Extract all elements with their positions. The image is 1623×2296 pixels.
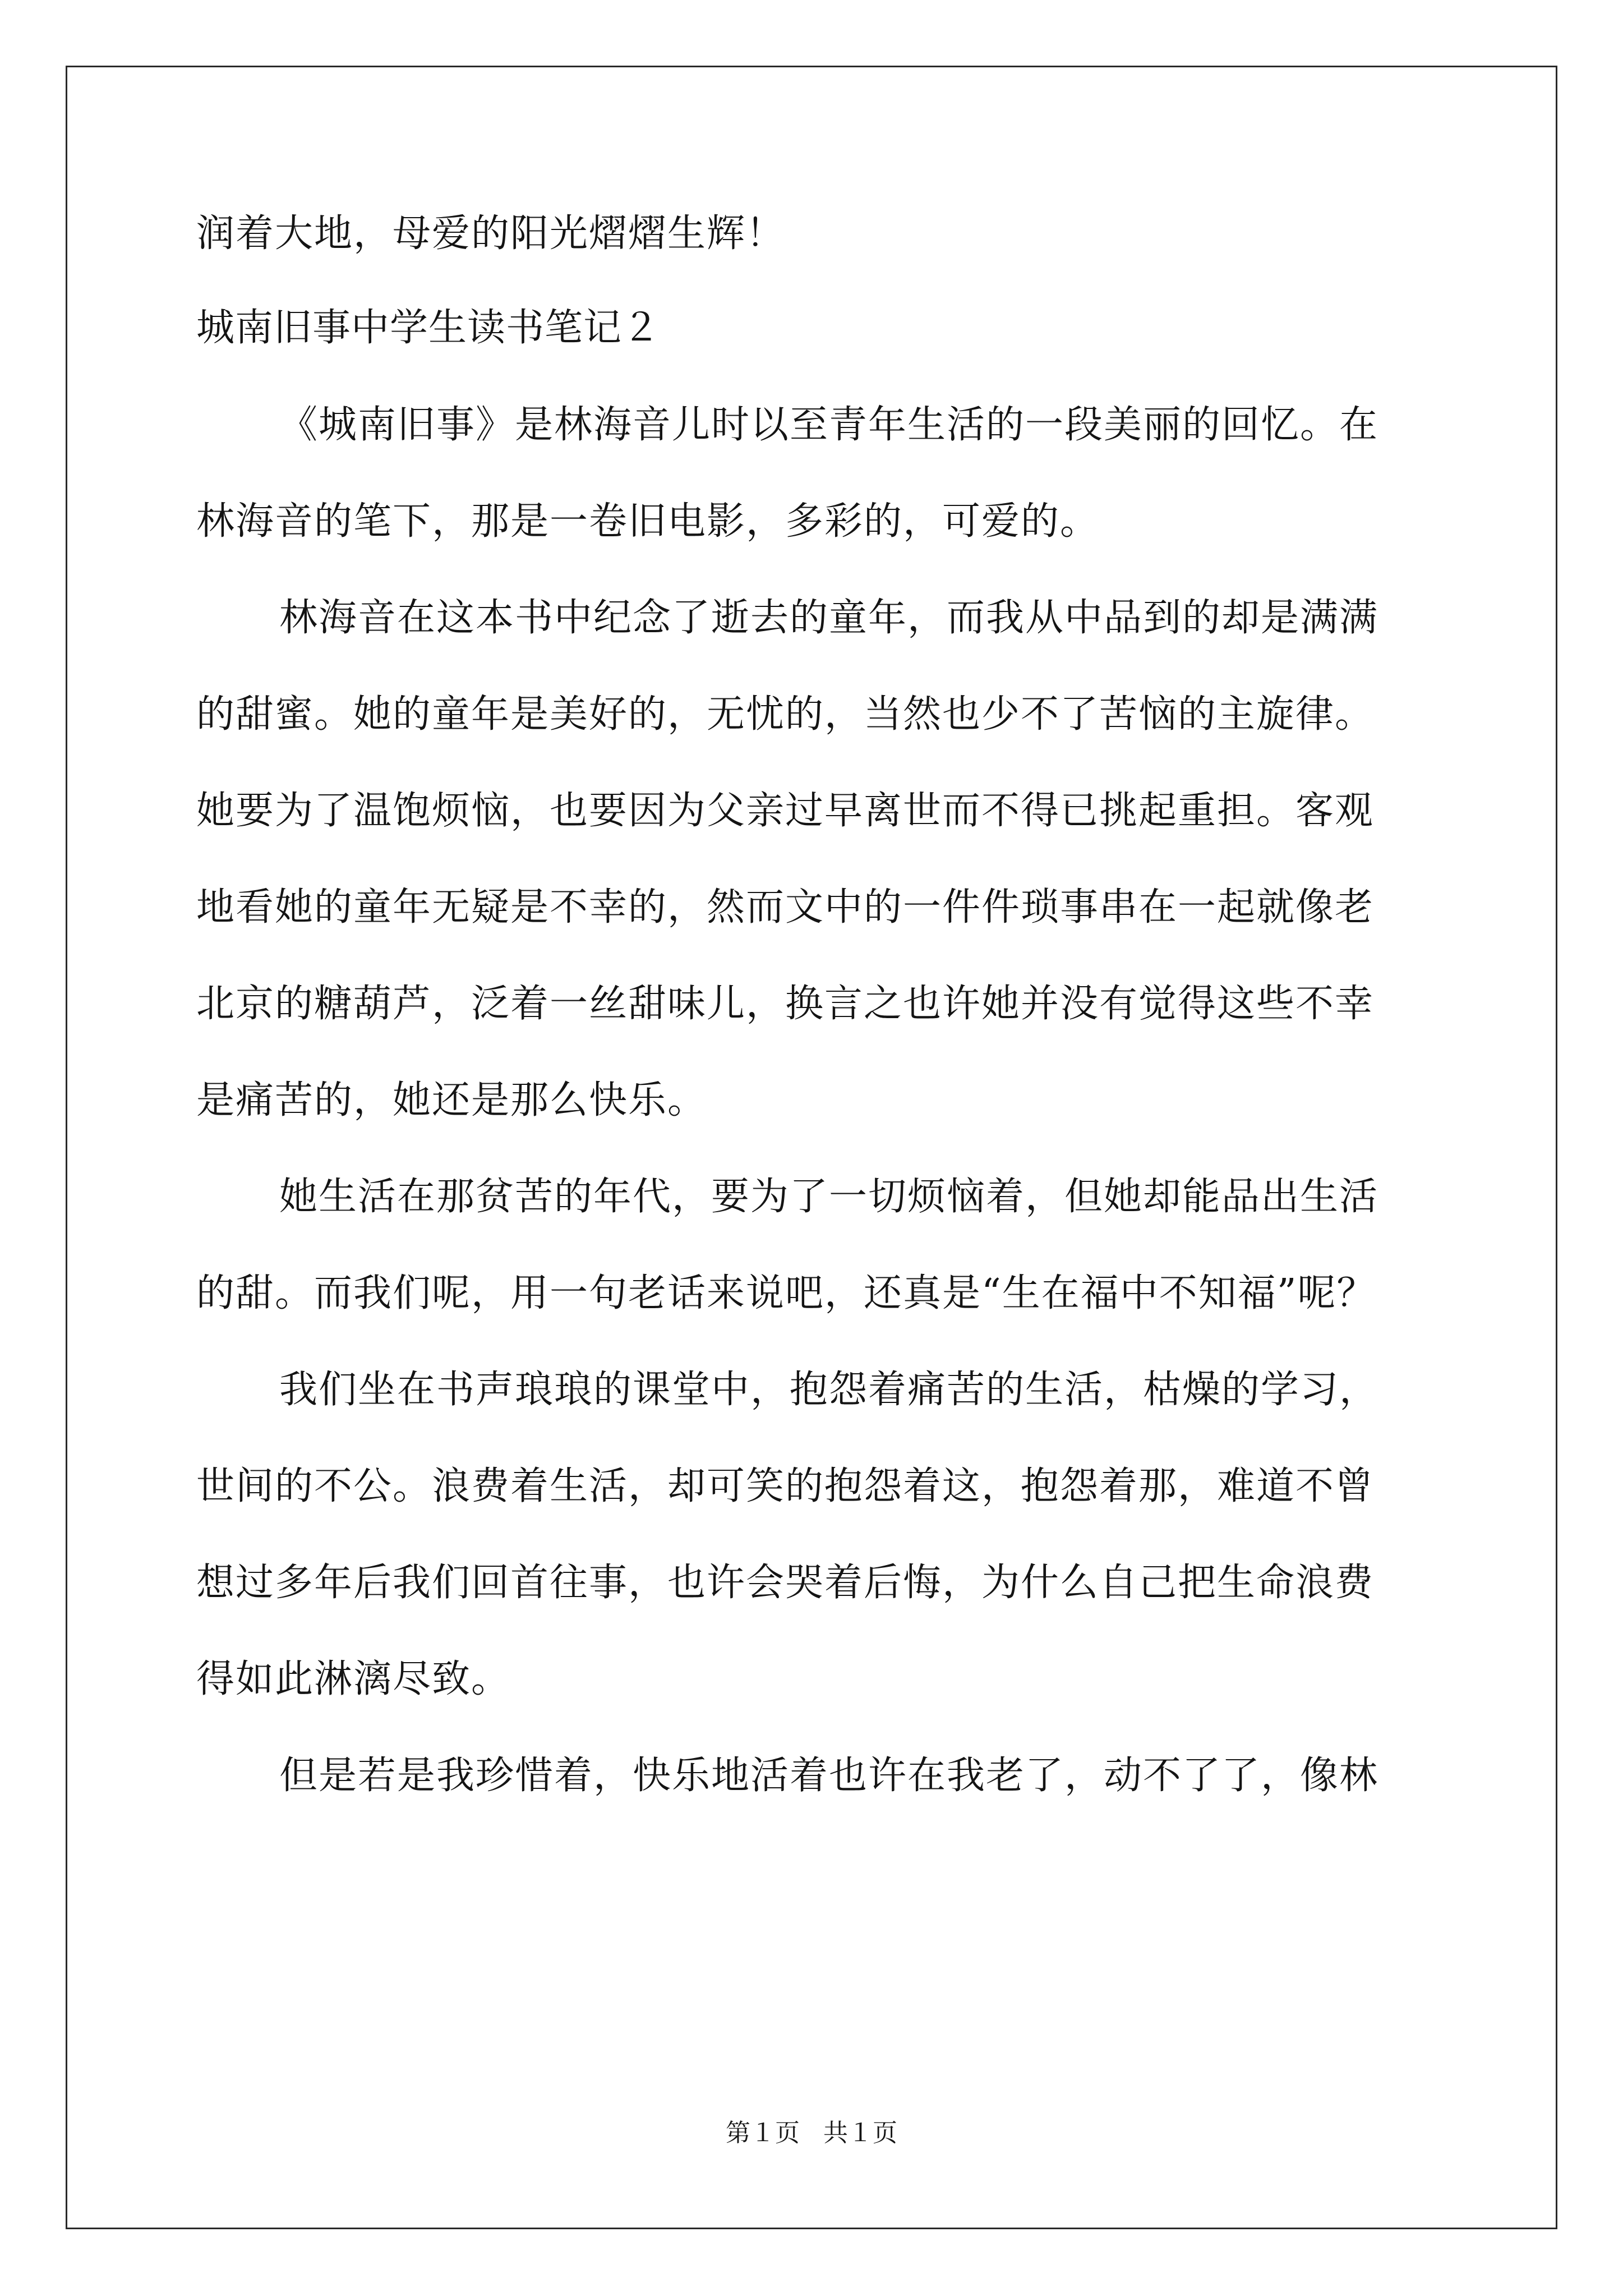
text-line: 林海音的笔下，那是一卷旧电影，多彩的，可爱的。 xyxy=(196,499,1100,544)
text-line: 的甜蜜。她的童年是美好的，无忧的，当然也少不了苦恼的主旋律。 xyxy=(196,692,1375,737)
text-line: 想过多年后我们回首往事，也许会哭着后悔，为什么自己把生命浪费 xyxy=(196,1561,1375,1605)
text-line: 她生活在那贫苦的年代，要为了一切烦恼着，但她却能品出生活 xyxy=(279,1175,1379,1219)
text-line: 《城南旧事》是林海音儿时以至青年生活的一段美丽的回忆。在 xyxy=(279,403,1379,447)
text-line: 林海音在这本书中纪念了逝去的童年，而我从中品到的却是满满 xyxy=(279,596,1379,640)
text-line: 地看她的童年无疑是不幸的，然而文中的一件件琐事串在一起就像老 xyxy=(196,885,1375,930)
page-border xyxy=(66,66,1557,2229)
section-title: 城南旧事中学生读书笔记２ xyxy=(196,306,661,350)
text-line: 得如此淋漓尽致。 xyxy=(196,1657,511,1701)
text-line: 的甜。而我们呢，用一句老话来说吧，还真是“生在福中不知福”呢？ xyxy=(196,1271,1376,1315)
text-line: 但是若是我珍惜着，快乐地活着也许在我老了，动不了了，像林 xyxy=(279,1754,1379,1798)
text-line: 我们坐在书声琅琅的课堂中，抱怨着痛苦的生活，枯燥的学习， xyxy=(279,1368,1379,1412)
text-line: 润着大地，母爱的阳光熠熠生辉！ xyxy=(196,211,786,256)
text-line: 世间的不公。浪费着生活，却可笑的抱怨着这，抱怨着那，难道不曾 xyxy=(196,1464,1375,1508)
text-line: 是痛苦的，她还是那么快乐。 xyxy=(196,1078,707,1122)
page-total: 共１页 xyxy=(823,2119,897,2147)
text-line: 她要为了温饱烦恼，也要因为父亲过早离世而不得已挑起重担。客观 xyxy=(196,789,1375,833)
page-number: 第１页 xyxy=(726,2119,800,2147)
text-line: 北京的糖葫芦，泛着一丝甜味儿，换言之也许她并没有觉得这些不幸 xyxy=(196,982,1375,1026)
page-footer xyxy=(0,2116,1623,2150)
